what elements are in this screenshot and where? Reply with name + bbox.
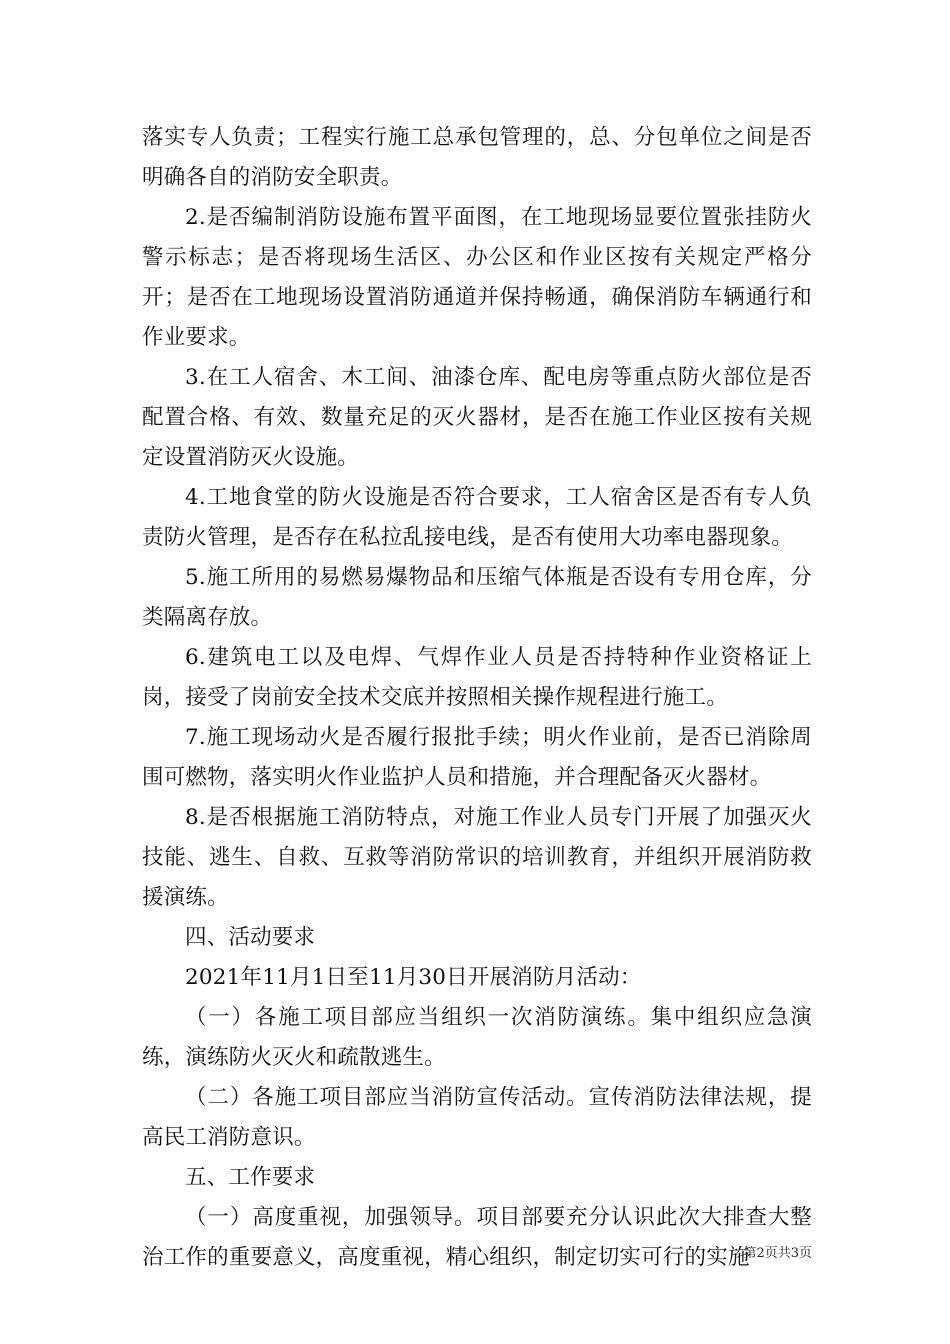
paragraph-item-5: 5.施工所用的易燃易爆物品和压缩气体瓶是否设有专用仓库，分类隔离存放。	[142, 565, 812, 630]
paragraph-activity-date: 2021年11月1日至11月30日开展消防月活动：	[185, 965, 642, 990]
paragraph-item-3: 3.在工人宿舍、木工间、油漆仓库、配电房等重点防火部位是否配置合格、有效、数量充足的灭火器材，是否在施工作业区按有关规定设置消防灭火设施。	[142, 365, 812, 470]
paragraph-activity-1: （一）各施工项目部应当组织一次消防演练。集中组织应急演练，演练防火灭火和疏散逃生。	[142, 1005, 812, 1070]
paragraph-continued: 落实专人负责；工程实行施工总承包管理的，总、分包单位之间是否明确各自的消防安全职责。	[142, 125, 812, 190]
paragraph-item-8: 8.是否根据施工消防特点，对施工作业人员专门开展了加强灭火技能、逃生、自救、互救等消防常识的培训教育，并组织开展消防救援演练。	[142, 805, 812, 910]
document-body	[142, 118, 812, 1278]
paragraph-item-6: 6.建筑电工以及电焊、气焊作业人员是否持特种作业资格证上岗，接受了岗前安全技术交底并按照相关操作规程进行施工。	[142, 645, 812, 710]
section-heading-work-requirements: 五、工作要求	[185, 1165, 316, 1190]
paragraph-item-4: 4.工地食堂的防火设施是否符合要求，工人宿舍区是否有专人负责防火管理，是否存在私拉乱接电线，是否有使用大功率电器现象。	[142, 485, 812, 550]
section-heading-activity-requirements: 四、活动要求	[185, 925, 316, 950]
paragraph-work-1: （一）高度重视，加强领导。项目部要充分认识此次大排查大整治工作的重要意义，高度重视，精心组织，制定切实可行的实施	[142, 1205, 812, 1270]
page-number-footer: 第2页共3页	[743, 1246, 812, 1261]
paragraph-activity-2: （二）各施工项目部应当消防宣传活动。宣传消防法律法规，提高民工消防意识。	[142, 1085, 812, 1150]
paragraph-item-7: 7.施工现场动火是否履行报批手续；明火作业前，是否已消除周围可燃物，落实明火作业监护人员和措施，并合理配备灭火器材。	[142, 725, 812, 790]
paragraph-item-2: 2.是否编制消防设施布置平面图，在工地现场显要位置张挂防火警示标志；是否将现场生活区、办公区和作业区按有关规定严格分开；是否在工地现场设置消防通道并保持畅通，确保消防车辆通行和作业要求。	[142, 205, 812, 350]
